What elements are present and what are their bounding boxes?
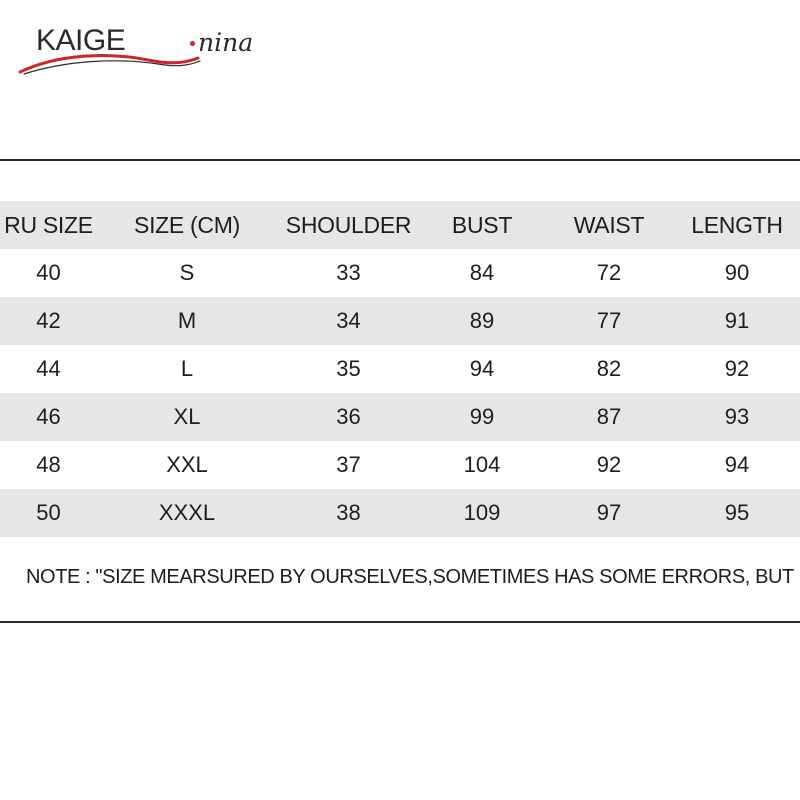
bottom-divider <box>0 621 800 623</box>
cell-ru-size: 42 <box>0 297 97 345</box>
cell-shoulder: 37 <box>336 452 361 477</box>
brand-logo-sub: nina <box>198 28 254 57</box>
cell-size: S <box>179 260 195 285</box>
brand-logo-dot <box>190 41 195 46</box>
cell-length: 91 <box>674 297 800 345</box>
cell-length: 92 <box>724 356 750 381</box>
size-table <box>0 201 800 537</box>
cell-shoulder: 33 <box>336 260 361 285</box>
cell-shoulder: 36 <box>277 393 420 441</box>
logo-swoosh-icon <box>18 50 258 76</box>
header-bust: BUST <box>420 201 544 249</box>
header-length: LENGTH <box>674 201 800 249</box>
cell-size: M <box>97 297 277 345</box>
cell-size: XXL <box>166 452 208 477</box>
cell-shoulder: 35 <box>336 356 361 381</box>
cell-waist: 87 <box>544 393 674 441</box>
cell-ru-size: 44 <box>36 356 61 381</box>
cell-ru-size: 50 <box>0 489 97 537</box>
cell-waist: 92 <box>596 452 622 477</box>
table-row <box>0 297 800 345</box>
table-row <box>0 441 800 489</box>
cell-bust: 109 <box>420 489 544 537</box>
brand-logo <box>18 20 258 76</box>
cell-length: 94 <box>724 452 750 477</box>
table-row <box>0 489 800 537</box>
cell-bust: 99 <box>420 393 544 441</box>
cell-bust: 84 <box>469 260 495 285</box>
table-header-row <box>0 201 800 249</box>
cell-waist: 72 <box>596 260 622 285</box>
cell-length: 93 <box>674 393 800 441</box>
cell-size: XL <box>97 393 277 441</box>
cell-shoulder: 38 <box>277 489 420 537</box>
cell-bust: 104 <box>463 452 501 477</box>
cell-waist: 82 <box>596 356 622 381</box>
cell-size: XXXL <box>97 489 277 537</box>
cell-ru-size: 40 <box>36 260 61 285</box>
size-note: NOTE : "SIZE MEARSURED BY OURSELVES,SOMETIMES HAS SOME ERRORS, BUT <box>26 566 794 588</box>
header-shoulder: SHOULDER <box>277 201 420 249</box>
cell-ru-size: 46 <box>0 393 97 441</box>
brand-logo-main: KAIGE <box>36 24 126 57</box>
cell-length: 90 <box>724 260 750 285</box>
table-row <box>0 345 800 393</box>
header-ru-size: RU SIZE <box>0 201 97 249</box>
cell-waist: 77 <box>544 297 674 345</box>
cell-waist: 97 <box>544 489 674 537</box>
header-waist: WAIST <box>544 201 674 249</box>
cell-bust: 89 <box>420 297 544 345</box>
cell-length: 95 <box>674 489 800 537</box>
table-row <box>0 393 800 441</box>
cell-ru-size: 48 <box>36 452 61 477</box>
header-size-cm: SIZE (CM) <box>97 201 277 249</box>
cell-bust: 94 <box>469 356 495 381</box>
cell-shoulder: 34 <box>277 297 420 345</box>
top-divider <box>0 159 800 161</box>
table-row <box>0 249 800 297</box>
cell-size: L <box>180 356 194 381</box>
